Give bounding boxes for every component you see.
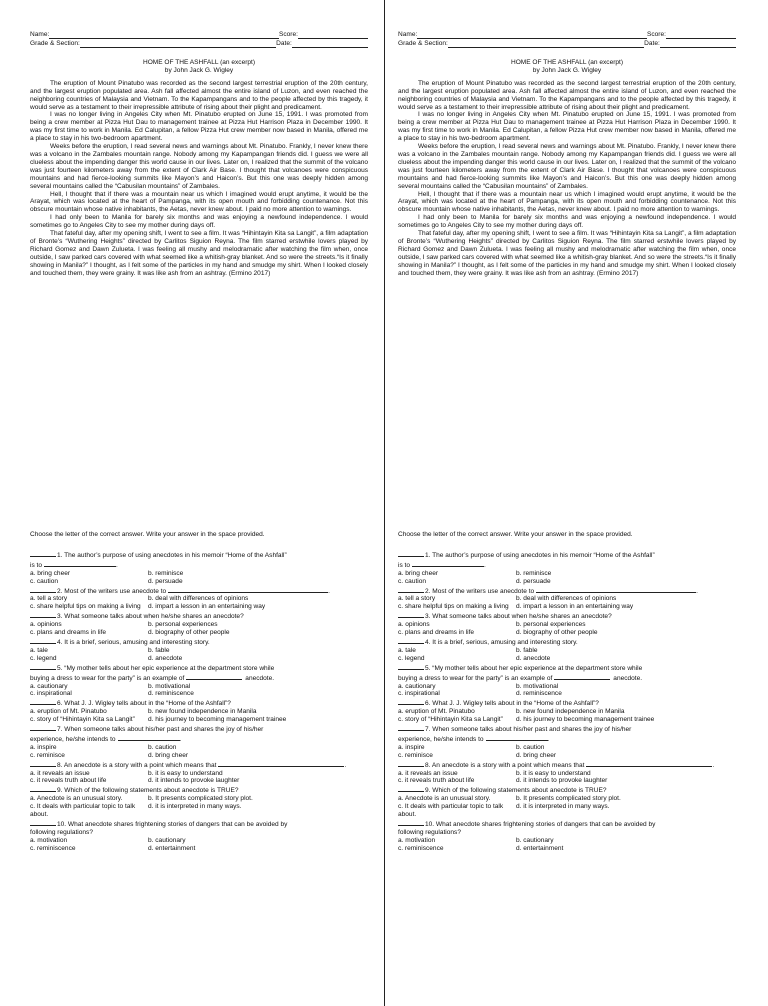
question-item [398,663,736,699]
question-item [398,550,736,586]
question-item [30,663,368,699]
option-row [398,744,736,752]
question-text: experience, he/she intends to [398,735,484,743]
answer-option: d. his journey to becoming management trainee [148,716,287,724]
answer-blank[interactable] [398,819,424,826]
option-row [30,716,368,724]
story-paragraph: Hell, I thought that if there was a mountain near us which I imagined would erupt anytime, it would be the Arayat, which was located at the heart of Pampanga, with its open mouth and forbidding countenance. Not this obscure mountain whose native inhabitants, the Aetas, never knew about. I paid no more attention to warnings. [30,190,368,214]
option-row [398,752,736,760]
right-story-section [398,30,736,277]
fill-in-blank[interactable] [218,760,347,769]
option-row [30,595,368,603]
question-text: following regulations? [398,828,461,836]
fill-in-blank[interactable] [536,586,696,593]
question-line [30,724,368,734]
answer-option: a. tale [398,646,416,654]
answer-option: b. cautionary [516,836,554,844]
score-field[interactable] [298,32,368,39]
option-row [398,716,736,724]
question-line [30,611,368,621]
question-item [30,586,368,612]
answer-option: c. inspirational [30,690,72,698]
answer-blank[interactable] [398,550,424,557]
question-tail: . [344,761,347,769]
answer-blank[interactable] [398,637,424,644]
fill-in-blank[interactable] [168,586,328,593]
answer-option: a. it reveals an issue [398,769,458,777]
question-line [30,819,368,829]
answer-option: c. story of “Hihintayin Kita sa Langit” [30,716,135,724]
answer-blank[interactable] [398,724,424,731]
question-line [398,785,736,795]
score-label: Score: [647,31,666,39]
question-tail: . [328,587,330,595]
answer-option: a. eruption of Mt. Pinatubo [30,708,107,716]
question-text: experience, he/she intends to [30,735,116,743]
answer-option: a. bring cheer [398,569,439,577]
answer-blank[interactable] [30,724,56,731]
option-row [398,655,736,663]
question-line [30,663,368,673]
story-paragraph: The eruption of Mount Pinatubo was recorded as the second largest terrestrial eruption of the 20th century, and the largest eruption populated area. Ash fall affected almost the entire island of Luzon, and even reached the neighboring countries of Malaysia and Vietnam. To the Kapampangans and to the people affected by this tragedy, it would serve as a testament to their irrepressible attribute of rising about their plight and predicament. [30,79,368,111]
question-line [398,724,736,734]
question-text: is to [30,561,43,569]
option-row [398,621,736,629]
question-item [30,698,368,724]
answer-option: d. bring cheer [516,751,557,759]
story-paragraph: That fateful day, after my opening shift, I went to see a film. It was “Hihintayin Kita sa Langit”, a film adaptation of Bronte’s “Wuthering Heights” directed by Carlitos Siguion Reyna. The film starred erstwhile lovers played by Richard Gomez and Dawn Zulueta. I was feeling all mushy and melodramatic after watching the film when, once outside, I saw parked cars covered with what seemed like a whitish-gray blanket. And so were the streets.“Is it finally showing in Manila?” I thought, as I felt some of the particles in my hand and smudge my shirt. When I looked closely and touched them, they were grainy. It was like ash from an ashtray. (Ermino 2017) [398,230,736,277]
answer-blank[interactable] [30,663,56,670]
answer-option: d. biography of other people [148,629,230,637]
fill-in-blank[interactable] [554,673,610,680]
question-text: buying a dress to wear for the party” is an example of [398,674,553,682]
grade-date-line [398,39,736,48]
question-text: 5. “My mother tells about her epic experience at the department store while [57,664,275,672]
student-header [30,30,368,48]
question-text: 5. “My mother tells about her epic experience at the department store while [425,664,643,672]
option-row [30,744,368,752]
answer-option: b. personal experiences [516,621,586,629]
question-line [398,550,736,560]
answer-blank[interactable] [30,698,56,705]
question-tail: . [116,561,118,569]
question-tail: . [547,735,550,743]
name-score-line [398,30,736,39]
right-quiz-section [398,531,736,853]
question-item [398,785,736,819]
answer-blank[interactable] [30,550,56,557]
answer-option: c. It deals with particular topic to talk about. [398,803,504,819]
story-paragraph: I was no longer living in Angeles City when Mt. Pinatubo erupted on June 15, 1991. I was promoted from being a crew member at Pizza Hut Dau to management trainee at Pizza Hut Harrison Plaza in December 1990. It was my first time to work in Manila. Ed Calupitan, a fellow Pizza Hut crew member now based in Manila, offered me a place to stay in his two-bedroom apartment. [398,111,736,143]
answer-option: a. motivation [398,836,436,844]
option-row [30,647,368,655]
answer-option: a. it reveals an issue [30,769,90,777]
score-label: Score: [279,31,298,39]
question-text: 9. Which of the following statements about anecdote is TRUE? [425,787,607,795]
answer-option: d. bring cheer [148,751,189,759]
answer-option: b. caution [516,743,545,751]
question-tail: . [179,735,182,743]
fill-in-blank[interactable] [44,560,116,567]
answer-blank[interactable] [398,760,424,767]
answer-option: b. new found independence in Manila [148,708,257,716]
question-text: 8. An anecdote is a story with a point which means that [57,761,217,769]
question-text: 9. Which of the following statements about anecdote is TRUE? [57,787,239,795]
question-text: 8. An anecdote is a story with a point which means that [425,761,585,769]
quiz-instructions: Choose the letter of the correct answer. Write your answer in the space provided. [30,531,265,538]
answer-option: d. entertainment [148,844,196,852]
question-line [398,698,736,708]
answer-option: a. tell a story [30,595,68,603]
option-row [398,770,736,778]
answer-option: d. reminiscence [148,690,194,698]
answer-option: d. reminiscence [516,690,562,698]
option-row [30,708,368,716]
date-field[interactable] [292,41,368,48]
question-text: buying a dress to wear for the party” is an example of [30,674,185,682]
fill-in-blank[interactable] [412,560,484,567]
answer-option: d. his journey to becoming management trainee [516,716,655,724]
question-line [30,829,368,837]
answer-option: c. inspirational [398,690,440,698]
date-label: Date: [276,40,292,48]
option-row [398,777,736,785]
answer-option: d. it is interpreted in many ways. [148,803,242,811]
question-text: 3. What someone talks about when he/she shares an anecdote? [57,613,244,621]
fill-in-blank[interactable] [186,673,242,680]
option-row [30,795,368,803]
story-paragraph: Weeks before the eruption, I read several news and warnings about Mt. Pinatubo. Frankly, I never knew there was a volcano in the Zambales mountain range. Nobody among my Kapampangan friends did. I guess we were all clueless about the impending danger this world cause in our lives. Later on, I realized that the summit of the volcano was just fourteen kilometers away from the extent of Clark Air Base. I thought that volcanoes were conspicuous mountains and had fierce-looking summits like Mayon’s and Haicon’s. But this one was deeply hidden among several mountains called the “Cabusilan mountains” of Zambales. [398,143,736,190]
option-row [30,690,368,698]
answer-option: d. entertainment [516,844,564,852]
question-list [398,550,736,853]
answer-blank[interactable] [398,663,424,670]
question-line [30,586,368,596]
question-text: 10. What anecdote shares frightening stories of dangers that can be avoided by [425,821,656,828]
option-row [398,578,736,586]
fill-in-blank[interactable] [586,760,715,769]
question-line [398,586,736,596]
story-title: HOME OF THE ASHFALL (an excerpt) [510,59,624,66]
question-tail: . [696,587,698,595]
answer-option: a. cautionary [30,682,68,690]
question-line [398,560,736,570]
option-row [398,683,736,691]
name-score-line [30,30,368,39]
left-story-section [30,30,368,277]
option-row [30,770,368,778]
question-line [30,785,368,795]
answer-option: c. it reveals truth about life [398,777,475,785]
story-author: by John Jack G. Wigley [532,66,602,74]
story-paragraph: I was no longer living in Angeles City when Mt. Pinatubo erupted on June 15, 1991. I was promoted from being a crew member at Pizza Hut Dau to management trainee at Pizza Hut Harrison Plaza in December 1990. It was my first time to work in Manila. Ed Calupitan, a fellow Pizza Hut crew member now based in Manila, offered me a place to stay in his two-bedroom apartment. [30,111,368,143]
question-line [30,760,368,770]
question-text: 2. Most of the writers use anecdote to [57,587,167,595]
grade-section-label: Grade & Section: [30,40,80,48]
answer-option: b. fable [516,646,538,654]
answer-option: b. It presents complicated story plot. [148,795,253,803]
answer-option: a. motivation [30,836,68,844]
question-line [398,819,736,829]
question-item [30,724,368,760]
question-line [30,734,368,744]
option-row [30,837,368,845]
option-row [398,795,736,803]
name-field[interactable] [49,32,279,39]
option-row [30,603,368,611]
answer-option: c. share helpful tips on making a living [398,603,509,611]
answer-option: c. reminiscence [30,844,76,852]
answer-option: d. impart a lesson in an entertaining way [516,603,634,611]
question-item [30,550,368,586]
answer-option: b. caution [148,743,177,751]
story-paragraph: The eruption of Mount Pinatubo was recorded as the second largest terrestrial eruption of the 20th century, and the largest eruption populated area. Ash fall affected almost the entire island of Luzon, and even reached the neighboring countries of Malaysia and Vietnam. To the Kapampangans and to the people affected by this tragedy, it would serve as a testament to their irrepressible attribute of rising about their plight and predicament. [398,79,736,111]
question-text: 1. The author’s purpose of using anecdotes in his memoir “Home of the Ashfall” [57,551,287,559]
question-item [398,760,736,786]
answer-option: b. reminisce [516,569,552,577]
question-text: following regulations? [30,828,93,836]
grade-section-field[interactable] [448,41,644,48]
question-text: is to [398,561,411,569]
answer-option: a. tell a story [398,595,436,603]
question-line [30,673,368,683]
answer-option: c. caution [30,577,59,585]
answer-option: d. impart a lesson in an entertaining way [148,603,266,611]
story-paragraph: That fateful day, after my opening shift, I went to see a film. It was “Hihintayin Kita sa Langit”, a film adaptation of Bronte’s “Wuthering Heights” directed by Carlitos Siguion Reyna. The film starred erstwhile lovers played by Richard Gomez and Dawn Zulueta. I was feeling all mushy and melodramatic after watching the film when, once outside, I saw parked cars covered with what seemed like a whitish-gray blanket. And so were the streets.“Is it finally showing in Manila?” I thought, as I felt some of the particles in my hand and smudge my shirt. When I looked closely and touched them, they were grainy. It was like ash from an ashtray. (Ermino 2017) [30,230,368,277]
answer-option: b. it is easy to understand [516,769,591,777]
story-body [30,80,368,278]
answer-option: c. caution [398,577,427,585]
question-text: 4. It is a brief, serious, amusing and interesting story. [57,638,210,646]
name-label: Name: [398,31,418,39]
answer-option: d. it intends to provoke laughter [148,777,240,785]
answer-blank[interactable] [398,586,424,593]
story-paragraph: I had only been to Manila for barely six months and was enjoying a newfound independence. I would sometimes go to Angeles City to see my mother during days off. [30,214,368,230]
student-header [398,30,736,48]
answer-option: b. motivational [148,682,191,690]
left-quiz-section [30,531,368,853]
answer-option: c. reminisce [30,751,65,759]
answer-blank[interactable] [398,611,424,618]
option-row [398,595,736,603]
question-line [30,560,368,570]
question-line [398,611,736,621]
question-item [30,785,368,819]
fill-in-blank[interactable] [486,734,548,741]
answer-option: a. opinions [30,621,62,629]
grade-section-field[interactable] [80,41,276,48]
option-row [398,845,736,853]
story-body [398,80,736,278]
question-text: 1. The author’s purpose of using anecdotes in his memoir “Home of the Ashfall” [425,551,655,559]
option-row [398,837,736,845]
answer-blank[interactable] [398,698,424,705]
answer-option: c. plans and dreams in life [30,629,107,637]
question-list [30,550,368,853]
question-line [30,637,368,647]
name-field[interactable] [417,32,647,39]
option-row [30,655,368,663]
answer-option: c. reminisce [398,751,433,759]
answer-blank[interactable] [30,785,56,792]
answer-blank[interactable] [398,785,424,792]
option-row [30,683,368,691]
answer-option: c. reminiscence [398,844,444,852]
question-item [398,637,736,663]
name-label: Name: [30,31,50,39]
story-paragraph: Hell, I thought that if there was a mountain near us which I imagined would erupt anytime, it would be the Arayat, which was located at the heart of Pampanga, with its open mouth and forbidding countenance. Not this obscure mountain whose native inhabitants, the Aetas, never knew about. I paid no more attention to warnings. [398,190,736,214]
question-item [398,611,736,637]
grade-date-line [30,39,368,48]
question-line [30,698,368,708]
answer-option: b. reminisce [148,569,184,577]
question-item [398,819,736,853]
quiz-instructions: Choose the letter of the correct answer. Write your answer in the space provided. [398,531,633,538]
question-line [398,637,736,647]
question-tail: . [484,561,486,569]
question-item [398,586,736,612]
answer-option: d. persuade [148,577,183,585]
option-row [30,803,368,819]
answer-option: b. personal experiences [148,621,218,629]
question-text: 2. Most of the writers use anecdote to [425,587,535,595]
answer-option: d. biography of other people [516,629,598,637]
answer-option: a. inspire [30,743,57,751]
option-row [398,647,736,655]
answer-blank[interactable] [30,611,56,618]
answer-option: b. it is easy to understand [148,769,223,777]
question-item [30,611,368,637]
answer-option: a. Anecdote is an unusual story. [30,795,123,803]
question-text: 4. It is a brief, serious, amusing and interesting story. [425,638,578,646]
answer-option: b. fable [148,646,170,654]
option-row [398,708,736,716]
question-line [398,734,736,744]
option-row [30,845,368,853]
option-row [30,621,368,629]
story-paragraph: I had only been to Manila for barely six months and was enjoying a newfound independence. I would sometimes go to Angeles City to see my mother during days off. [398,214,736,230]
question-line [30,550,368,560]
option-row [30,578,368,586]
answer-option: a. opinions [398,621,430,629]
question-item [30,760,368,786]
answer-blank[interactable] [30,586,56,593]
question-text: 7. When someone talks about his/her past and shares the joy of his/her [57,726,264,734]
page-divider [384,0,385,1006]
option-row [398,603,736,611]
answer-option: a. cautionary [398,682,436,690]
option-row [398,803,736,819]
answer-option: d. it is interpreted in many ways. [516,803,610,811]
answer-option: c. plans and dreams in life [398,629,475,637]
answer-option: c. It deals with particular topic to talk about. [30,803,136,819]
option-row [398,570,736,578]
question-tail: anecdote. [245,674,275,682]
question-line [398,663,736,673]
question-line [398,829,736,837]
question-item [398,724,736,760]
fill-in-blank[interactable] [118,734,180,741]
question-tail: . [712,761,715,769]
answer-option: b. motivational [516,682,559,690]
answer-option: a. Anecdote is an unusual story. [398,795,491,803]
option-row [30,629,368,637]
answer-option: c. it reveals truth about life [30,777,107,785]
answer-option: b. It presents complicated story plot. [516,795,621,803]
question-text: 6. What J. J. Wigley tells about in the “Home of the Ashfall”? [57,700,231,708]
answer-blank[interactable] [30,637,56,644]
option-row [398,629,736,637]
option-row [30,570,368,578]
question-text: 3. What someone talks about when he/she shares an anecdote? [425,613,612,621]
question-tail: anecdote. [613,674,643,682]
answer-option: d. anecdote [516,654,551,662]
question-text: 10. What anecdote shares frightening stories of dangers that can be avoided by [57,821,288,828]
date-label: Date: [644,40,660,48]
answer-blank[interactable] [30,819,56,826]
story-title: HOME OF THE ASHFALL (an excerpt) [142,59,256,66]
answer-option: c. story of “Hihintayin Kita sa Langit” [398,716,503,724]
option-row [30,752,368,760]
answer-option: a. tale [30,646,48,654]
question-line [398,673,736,683]
answer-option: b. deal with differences of opinions [148,595,249,603]
question-text: 7. When someone talks about his/her past and shares the joy of his/her [425,726,632,734]
answer-option: c. legend [30,654,57,662]
answer-option: a. inspire [398,743,425,751]
question-text: 6. What J. J. Wigley tells about in the “Home of the Ashfall”? [425,700,599,708]
answer-option: b. new found independence in Manila [516,708,625,716]
score-field[interactable] [666,32,736,39]
question-item [30,819,368,853]
date-field[interactable] [660,41,736,48]
answer-blank[interactable] [30,760,56,767]
answer-option: c. share helpful tips on making a living [30,603,141,611]
question-line [398,760,736,770]
answer-option: d. anecdote [148,654,183,662]
grade-section-label: Grade & Section: [398,40,448,48]
answer-option: b. deal with differences of opinions [516,595,617,603]
option-row [398,690,736,698]
answer-option: d. it intends to provoke laughter [516,777,608,785]
answer-option: a. eruption of Mt. Pinatubo [398,708,475,716]
question-item [30,637,368,663]
story-paragraph: Weeks before the eruption, I read several news and warnings about Mt. Pinatubo. Frankly, I never knew there was a volcano in the Zambales mountain range. Nobody among my Kapampangan friends did. I guess we were all clueless about the impending danger this world cause in our lives. Later on, I realized that the summit of the volcano was just fourteen kilometers away from the extent of Clark Air Base. I thought that volcanoes were conspicuous mountains and had fierce-looking summits like Mayon’s and Haicon’s. But this one was deeply hidden among several mountains called the “Cabusilan mountains” of Zambales. [30,143,368,190]
story-author: by John Jack G. Wigley [164,66,234,74]
question-item [398,698,736,724]
answer-option: b. cautionary [148,836,186,844]
answer-option: d. persuade [516,577,551,585]
answer-option: a. bring cheer [30,569,71,577]
option-row [30,777,368,785]
answer-option: c. legend [398,654,425,662]
